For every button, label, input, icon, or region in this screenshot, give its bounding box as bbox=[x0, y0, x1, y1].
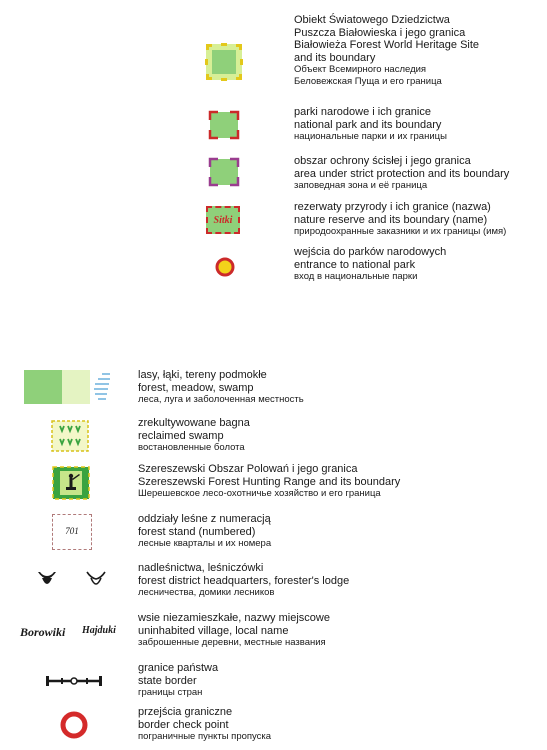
nature-reserve-name: Sitki bbox=[213, 215, 233, 226]
local-name-example: Hajduki bbox=[82, 625, 116, 636]
reclaimed-swamp-line-1: zrekultywowane bagna bbox=[138, 417, 250, 429]
strict-protection-line-1: obszar ochrony ścisłej i jego granica bbox=[294, 155, 471, 167]
border-check-line-2: border check point bbox=[138, 718, 229, 731]
park-entrance-icon bbox=[215, 257, 235, 277]
forest-ru: леса, луга и заболоченная местность bbox=[138, 394, 304, 405]
state-border-line-2: state border bbox=[138, 674, 197, 687]
national-park-line-1: parki narodowe i ich granice bbox=[294, 106, 431, 118]
strict-protection-symbol bbox=[208, 157, 240, 187]
reclaimed-swamp-symbol bbox=[51, 420, 89, 452]
forest-stand-line-1: oddziały leśne z numeracją bbox=[138, 513, 271, 525]
reclaimed-swamp-line-2: reclaimed swamp bbox=[138, 429, 224, 442]
park-entrance-ru: вход в национальные парки bbox=[294, 271, 418, 282]
park-entrance-line-1: wejścia do parków narodowych bbox=[294, 246, 447, 258]
nature-reserve-line-2: nature reserve and its boundary (name) bbox=[294, 213, 488, 226]
forest-stand-ru: лесные кварталы и их номера bbox=[138, 538, 272, 549]
nature-reserve-ru: природоохранные заказники и их границы (имя) bbox=[294, 226, 507, 237]
nature-reserve-line-1: rezerwaty przyrody i ich granice (nazwa) bbox=[294, 201, 491, 213]
forester-line-1: nadleśnictwa, leśniczówki bbox=[138, 562, 264, 574]
hunting-range-ru: Шерешевское лесо-охотничье хозяйство и его граница bbox=[138, 488, 381, 499]
village-line-2: uninhabited village, local name bbox=[138, 624, 289, 637]
state-border-line-1: granice państwa bbox=[138, 662, 219, 674]
village-name-example: Borowiki bbox=[20, 625, 66, 639]
forest-line-1: lasy, łąki, tereny podmokłe bbox=[138, 369, 267, 381]
nature-reserve-symbol bbox=[206, 206, 240, 234]
border-check-line-1: przejścia graniczne bbox=[138, 706, 233, 718]
forester-line-2: forest district headquarters, forester's lodge bbox=[138, 574, 350, 587]
forester-ru: лесничества, домики лесников bbox=[138, 587, 275, 598]
national-park-symbol bbox=[208, 110, 240, 140]
forester-lodge-icon bbox=[85, 570, 107, 590]
heritage-line-2: Puszcza Białowieska i jego granica bbox=[294, 26, 466, 39]
hunting-range-line-2: Szereszewski Forest Hunting Range and its boundary bbox=[138, 475, 401, 488]
heritage-ru-1: Объект Всемирного наследия bbox=[294, 64, 427, 75]
forest-district-hq-icon bbox=[36, 570, 58, 590]
heritage-line-1: Obiekt Światowego Dziedzictwa bbox=[294, 14, 450, 26]
meadow-swatch bbox=[62, 370, 90, 404]
heritage-symbol bbox=[204, 42, 244, 82]
forest-stand-number: 701 bbox=[65, 526, 79, 536]
reclaimed-swamp-ru: востановленные болота bbox=[138, 442, 245, 453]
national-park-ru: национальные парки и их границы bbox=[294, 131, 447, 142]
forest-stand-symbol bbox=[52, 514, 92, 550]
state-border-ru: границы стран bbox=[138, 687, 203, 698]
heritage-line-4: and its boundary bbox=[294, 51, 376, 64]
state-border-symbol bbox=[44, 674, 104, 688]
village-line-1: wsie niezamieszkałe, nazwy miejscowe bbox=[138, 612, 330, 624]
hunting-range-symbol bbox=[52, 466, 90, 500]
village-ru: заброшенные деревни, местные названия bbox=[138, 637, 326, 648]
strict-protection-line-2: area under strict protection and its boundary bbox=[294, 167, 510, 180]
border-check-icon bbox=[59, 710, 89, 740]
strict-protection-ru: заповедная зона и её граница bbox=[294, 180, 428, 191]
forest-swatch bbox=[24, 370, 62, 404]
forest-line-2: forest, meadow, swamp bbox=[138, 381, 254, 394]
heritage-line-3: Białowieża Forest World Heritage Site bbox=[294, 39, 480, 51]
national-park-line-2: national park and its boundary bbox=[294, 118, 442, 131]
forest-stand-line-2: forest stand (numbered) bbox=[138, 525, 256, 538]
border-check-ru: пограничные пункты пропуска bbox=[138, 731, 272, 742]
swamp-icon bbox=[90, 370, 114, 404]
hunting-range-line-1: Szereszewski Obszar Polowań i jego granica bbox=[138, 463, 358, 475]
park-entrance-line-2: entrance to national park bbox=[294, 258, 416, 271]
heritage-ru-2: Беловежская Пуща и его граница bbox=[294, 75, 442, 87]
